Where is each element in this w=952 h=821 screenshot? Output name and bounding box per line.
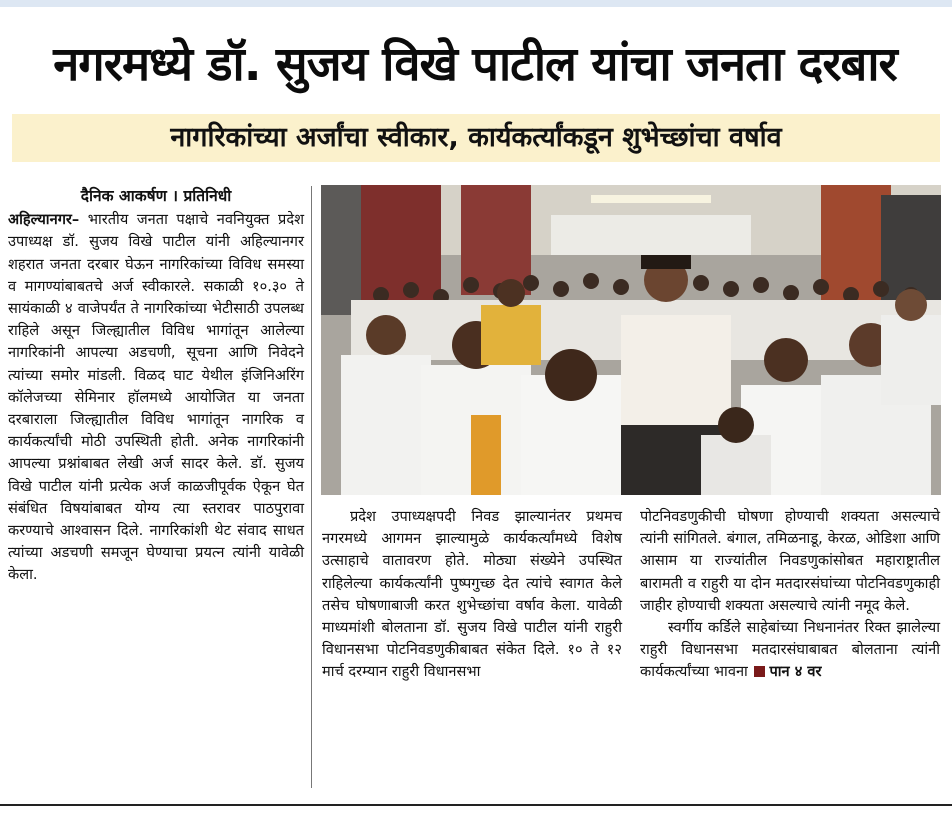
headline: नगरमध्ये डॉ. सुजय विखे पाटील यांचा जनता दरबार: [53, 37, 897, 92]
article-column-left: [8, 185, 304, 795]
place-name: अहिल्यानगर–: [8, 211, 80, 229]
article-column-middle: [322, 506, 622, 796]
subheadline: नागरिकांच्या अर्जांचा स्वीकार, कार्यकर्त्यांकडून शुभेच्छांचा वर्षाव: [12, 114, 940, 162]
article-column-right: [640, 506, 940, 796]
paragraph: प्रदेश उपाध्यक्षपदी निवड झाल्यानंतर प्रथमच नगरमध्ये आगमन झाल्यामुळे कार्यकर्त्यांमध्ये विशेष उत्साहाचे वातावरण होते. मोठ्या संख्येने उपस्थित राहिलेल्या कार्यकर्त्यांनी पुष्पगुच्छ देत त्यांचे स्वागत केले तसेच घोषणाबाजी करत शुभेच्छांचा वर्षाव केला. यावेळी माध्यमांशी बोलताना डॉ. सुजय विखे पाटील यांनी राहुरी विधानसभा पोटनिवडणुकीबाबत संकेत दिले. १० ते १२ मार्च दरम्यान राहुरी विधानसभा: [322, 508, 622, 681]
dateline: दैनिक आकर्षण । प्रतिनिधी: [80, 187, 232, 205]
paragraph: अहिल्यानगर– भारतीय जनता पक्षाचे नवनियुक्त प्रदेश उपाध्यक्ष डॉ. सुजय विखे पाटील यांनी अहिल्यानगर शहरात जनता दरबार घेऊन नागरिकांच्या विविध समस्या व मागण्यांबाबतचे अर्ज स्वीकारले. सकाळी १०.३० ते सायंकाळी ४ वाजेपर्यंत ते नागरिकांच्या भेटीसाठी उपलब्ध राहिले असून जिल्ह्यातील विविध भागांतून आलेल्या नागरिकांनी आपल्या अडचणी, सूचना आणि निवेदने त्यांच्या समोर मांडली. विळद घाट येथील इंजिनिअरिंग कॉलेजच्या सेमिनार हॉलमध्ये आयोजित या जनता दरबाराला जिल्ह्यातील विविध भागांतून नागरिक व कार्यकर्त्यांची मोठी उपस्थिती होती. अनेक नागरिकांनी आपल्या प्रश्नांबाबत लेखी अर्ज सादर केले. डॉ. सुजय विखे पाटील यांनी प्रत्येक अर्ज काळजीपूर्वक ऐकून घेत संबंधित विषयांबाबत योग्य त्या स्तरावर पाठपुरावा करण्याचे आश्वासन दिले. नागरिकांशी थेट संवाद साधत त्यांच्या अडचणी समजून घेण्याचा प्रयत्न त्यांनी यावेळी केला.: [8, 211, 304, 584]
top-color-bar: [0, 0, 952, 7]
paragraph: पोटनिवडणुकीची घोषणा होण्याची शक्यता असल्याचे त्यांनी सांगितले. बंगाल, तमिळनाडू, केरळ, ओडिशा आणि आसाम या राज्यांतील निवडणुकांसोबत महाराष्ट्रातील बारामती व राहुरी या दोन मतदारसंघांच्या पोटनिवडणुकाही जाहीर होण्याची शक्यता असल्याचे त्यांनी नमूद केले.: [640, 508, 940, 614]
continued-on-page: पान ४ वर: [769, 663, 822, 681]
news-photo: [321, 185, 941, 495]
column-divider: [311, 186, 312, 788]
bottom-rule: [0, 804, 952, 806]
paragraph: स्वर्गीय कर्डिले साहेबांच्या निधनानंतर रिक्त झालेल्या राहुरी विधानसभा मतदारसंघाबाबत बोलताना त्यांनी कार्यकर्त्यांच्या भावना पान ४ वर: [640, 619, 940, 681]
square-bullet-icon: [754, 666, 765, 677]
